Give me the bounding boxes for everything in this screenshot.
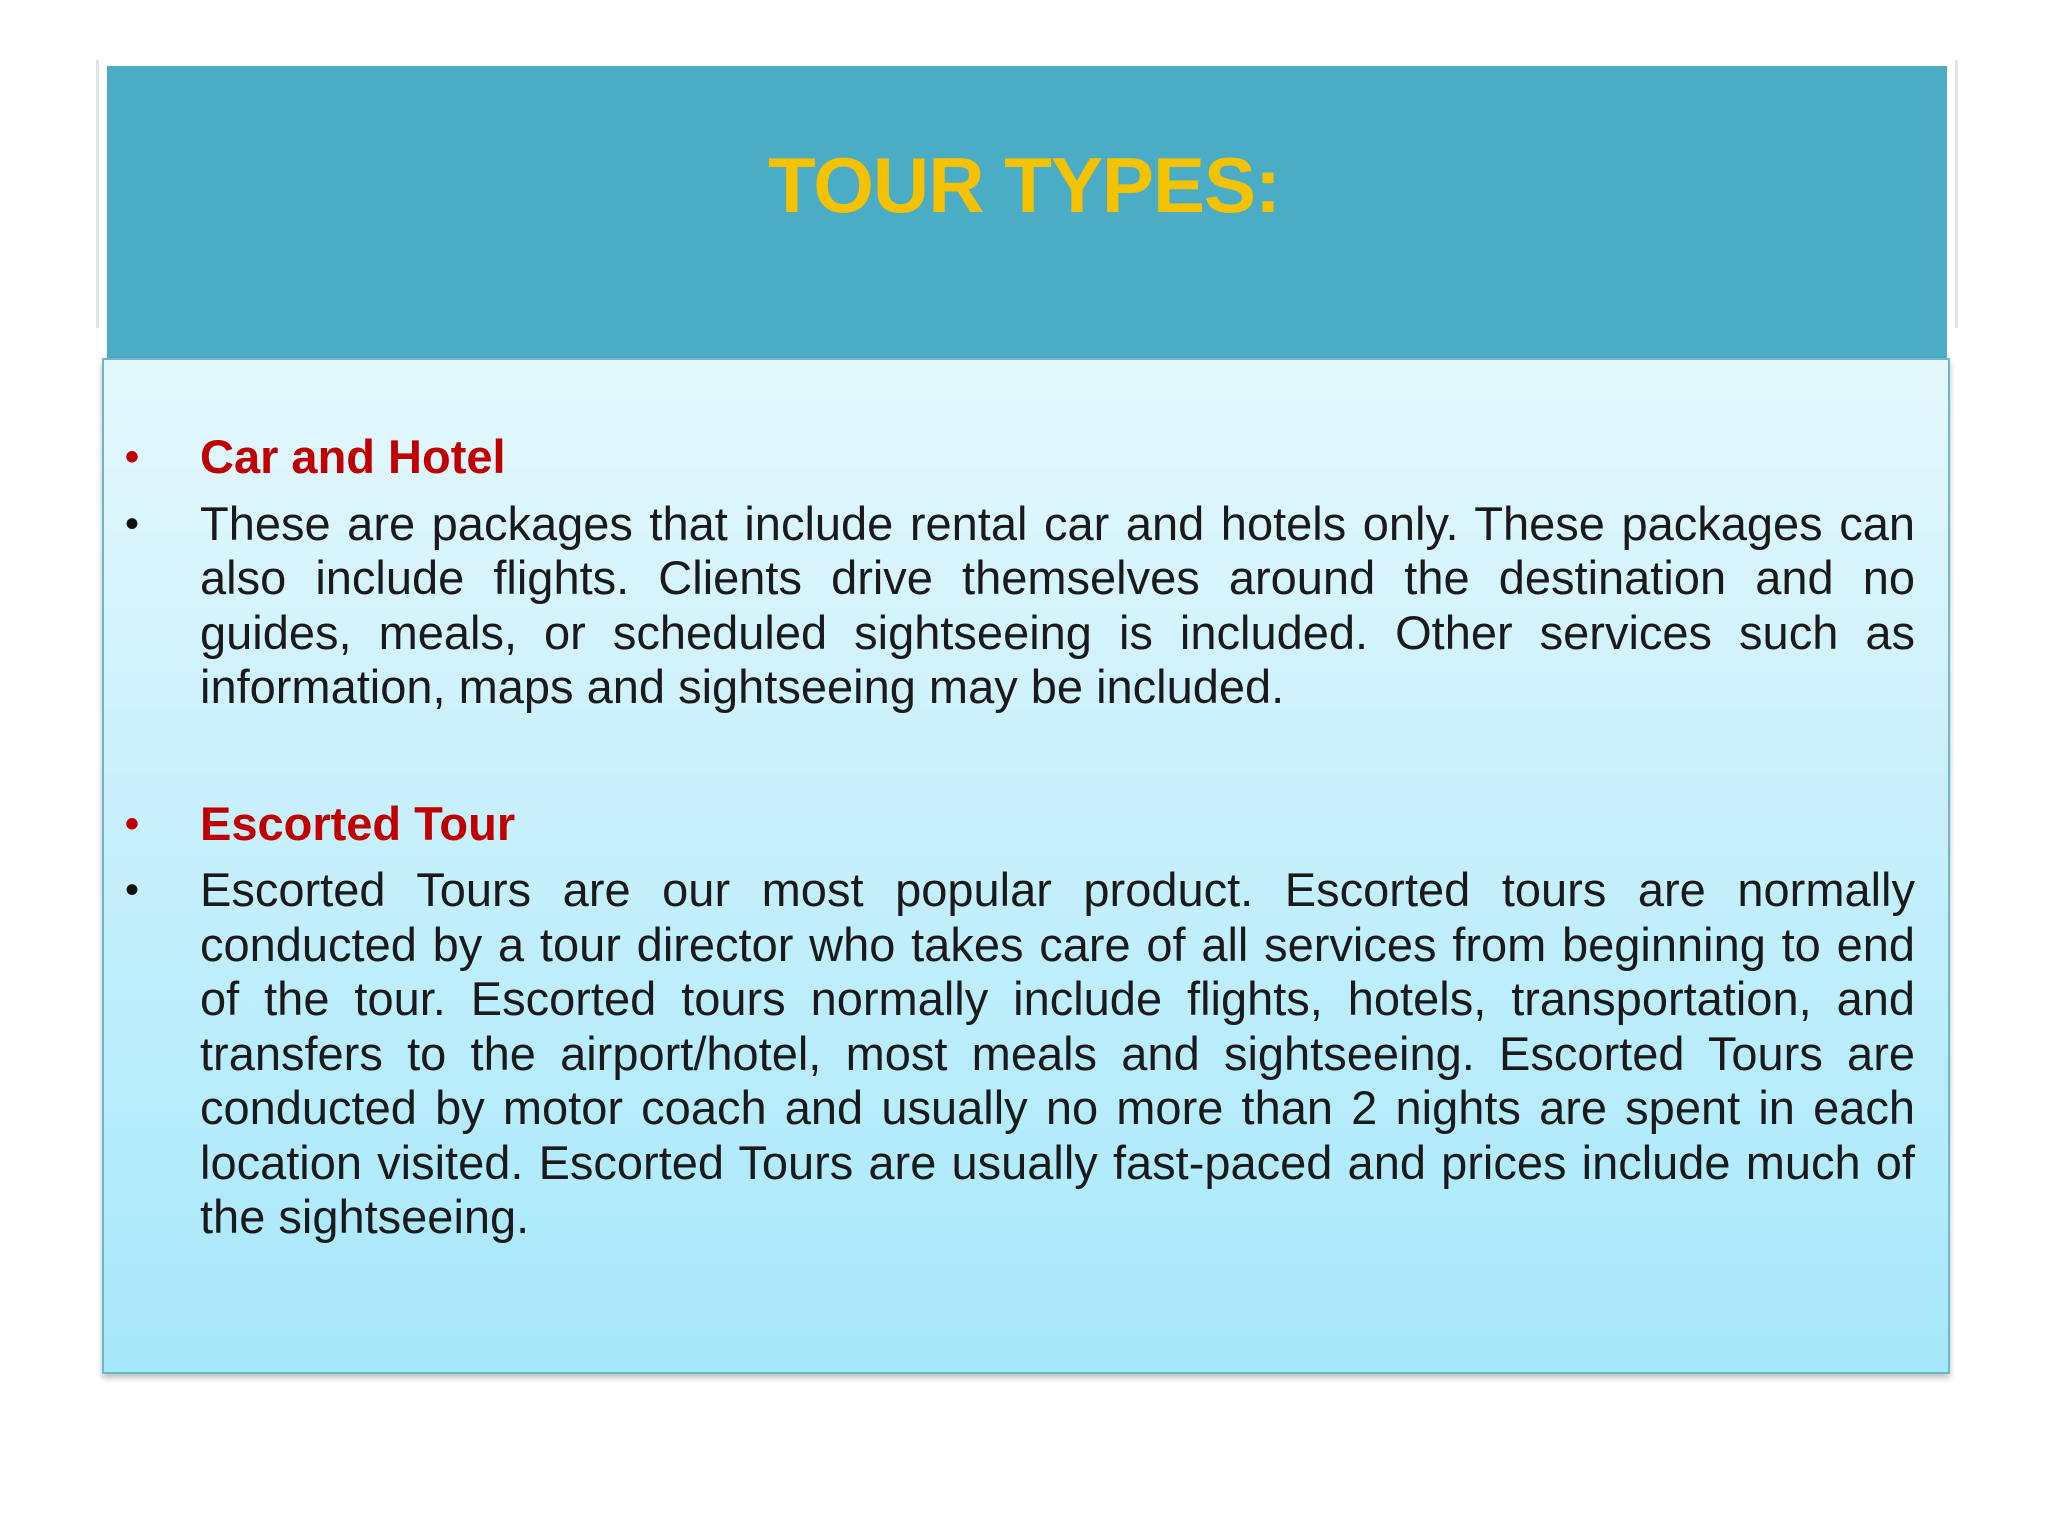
section-heading-car-and-hotel <box>125 430 1915 485</box>
bullet-icon: • <box>125 435 140 479</box>
section-body-escorted-tour <box>125 863 1915 1245</box>
section-body-text: Escorted Tours are our most popular product. Escorted tours are normally conducted by a tour director who takes care of all services from beginning to end of the tour. Escorted tours normally include flights, hotels, transportation, and transfers to the airport/hotel, most meals and sightseeing. Escorted Tours are conducted by motor coach and usually no more than 2 nights are spent in each location visited. Escorted Tours are usually fast-paced and prices include much of the sightseeing. <box>200 863 1915 1243</box>
section-body-text: These are packages that include rental car and hotels only. These packages can also include flights. Clients drive themselves around the destination and no guides, meals, or scheduled sightseeing is included. Other services such as information, maps and sightseeing may be included. <box>200 496 1915 713</box>
bullet-icon: • <box>125 501 140 546</box>
section-body-car-and-hotel <box>125 496 1915 715</box>
bullet-icon: • <box>125 801 140 846</box>
section-heading-text: Escorted Tour <box>200 796 516 850</box>
section-heading-escorted-tour <box>125 796 1915 852</box>
bullet-icon: • <box>125 868 140 912</box>
bullet-list <box>125 430 1915 1245</box>
slide-title: TOUR TYPES: <box>768 141 1280 229</box>
section-heading-text: Car and Hotel <box>200 430 506 483</box>
